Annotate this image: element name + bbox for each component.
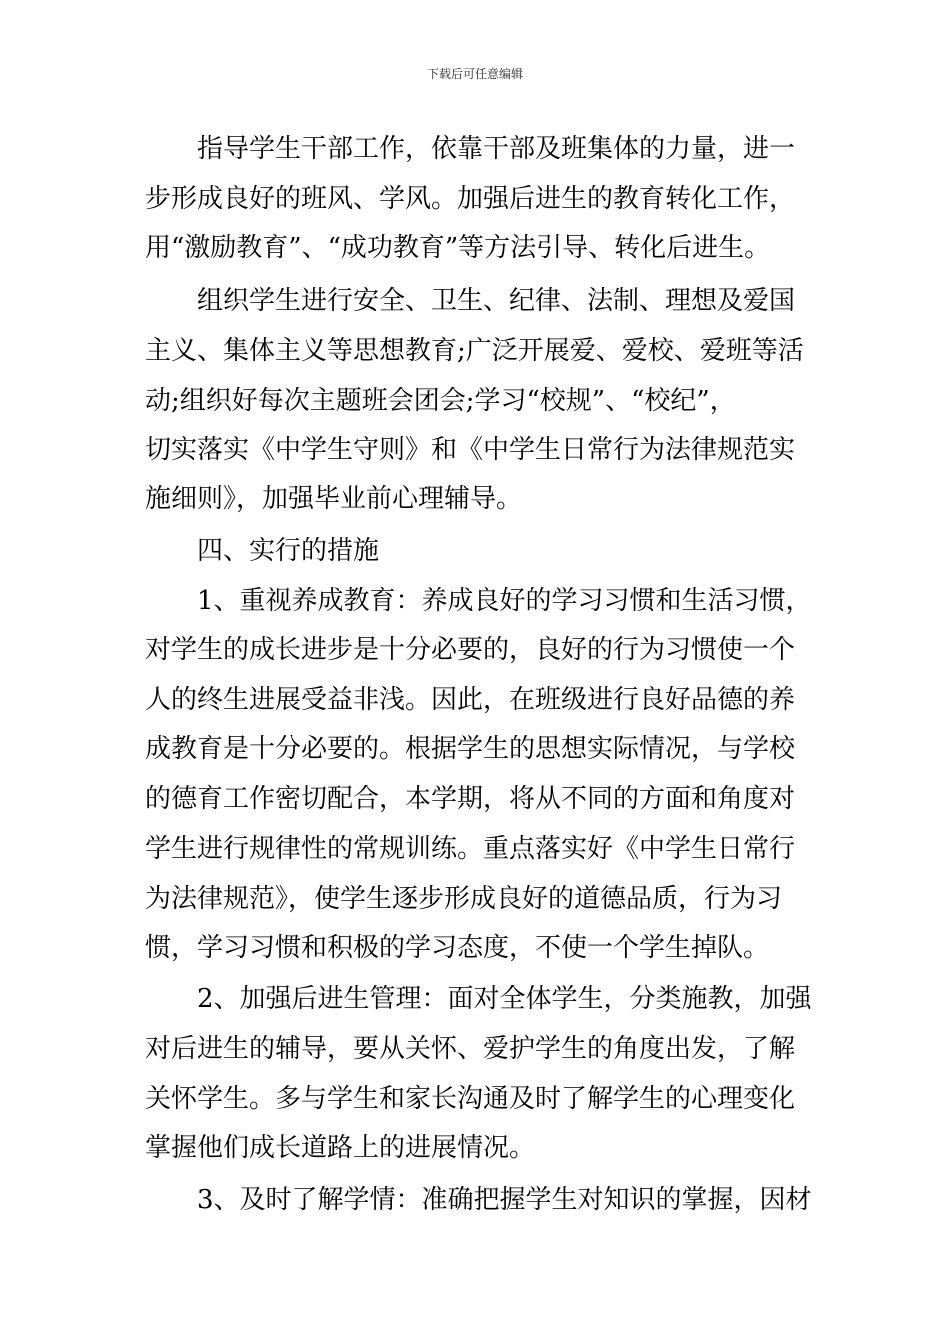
text-line: 主义、集体主义等思想教育;广泛开展爱、爱校、爱班等活 — [145, 336, 804, 366]
section-heading: 四、实行的措施 — [197, 536, 380, 566]
text-line: 对后进生的辅导，要从关怀、爱护学生的角度出发，了解 — [145, 1034, 796, 1064]
page-header: 下载后可任意编辑 — [426, 67, 523, 81]
text-line: 的德育工作密切配合，本学期，将从不同的方面和角度对 — [145, 784, 796, 814]
text-line: 为法律规范》，使学生逐步形成良好的道德品质，行为习 — [145, 884, 783, 914]
text-line: 学生进行规律性的常规训练。重点落实好《中学生日常行 — [145, 834, 796, 864]
text-line: 施细则》，加强毕业前心理辅导。 — [145, 484, 523, 514]
text-line: 成教育是十分必要的。根据学生的思想实际情况，与学校 — [145, 734, 796, 764]
text-line: 3、及时了解学情：准确把握学生对知识的掌握，因材 — [197, 1185, 812, 1215]
text-line: 1、重视养成教育：养成良好的学习习惯和生活习惯， — [197, 586, 812, 616]
text-line: 组织学生进行安全、卫生、纪律、法制、理想及爱国 — [197, 286, 796, 316]
text-line: 对学生的成长进步是十分必要的，良好的行为习惯使一个 — [145, 635, 796, 665]
text-line: 2、加强后进生管理：面对全体学生，分类施教，加强 — [197, 984, 812, 1014]
text-line: 动;组织好每次主题班会团会;学习“校规”、“校纪”， — [145, 386, 736, 416]
text-line: 惯，学习习惯和积极的学习态度，不使一个学生掉队。 — [145, 933, 770, 963]
text-line: 步形成良好的班风、学风。加强后进生的教育转化工作， — [145, 184, 796, 214]
text-line: 人的终生进展受益非浅。因此，在班级进行良好品德的养 — [145, 685, 796, 715]
text-line: 掌握他们成长道路上的进展情况。 — [145, 1133, 536, 1163]
text-line: 指导学生干部工作，依靠干部及班集体的力量，进一 — [197, 134, 796, 164]
text-line: 关怀学生。多与学生和家长沟通及时了解学生的心理变化 — [145, 1084, 796, 1114]
text-line: 用“激励教育”、“成功教育”等方法引导、转化后进生。 — [145, 233, 771, 263]
text-line: 切实落实《中学生守则》和《中学生日常行为法律规范实 — [145, 435, 796, 465]
